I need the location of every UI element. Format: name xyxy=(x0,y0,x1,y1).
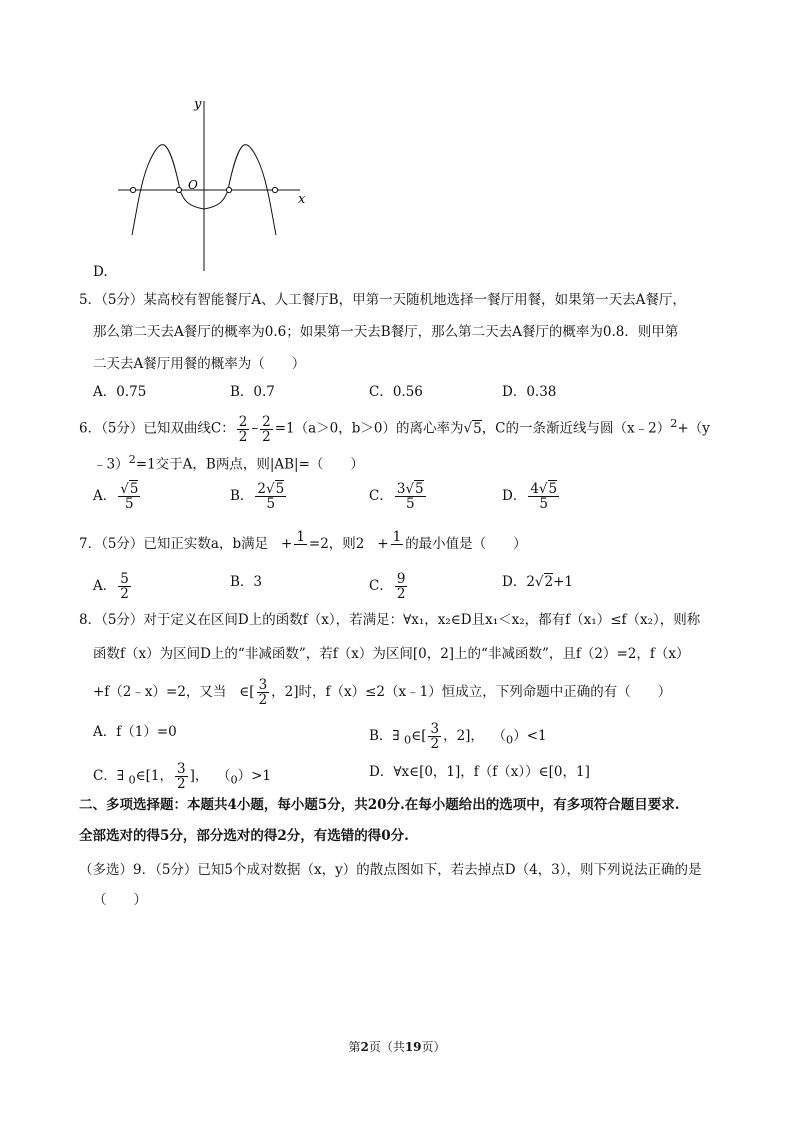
origin-label: O xyxy=(188,178,198,192)
q8-line3: +f（2﹣x）=2，又当 ∈[ $\frac{3}{2}$ ，2]时，f（x）≤2（x﹣1）恒成立，下列命题中正确的有（ ） xyxy=(93,677,672,708)
q5-line3: 二天去A餐厅用餐的概率为（ ） xyxy=(93,356,306,372)
section2-line2: 全部选对的得5分，部分选对的得2分，有选错的得0分. xyxy=(79,828,409,844)
q6-line2a: ﹣3） xyxy=(93,456,129,473)
function-graph xyxy=(112,95,312,275)
q8-option-a: A．f（1）=0 xyxy=(93,724,177,740)
q8-option-c: C．∃ $_0$∈[1， $\frac{3}{2}$ ]， $(_0)>1$ xyxy=(93,761,272,792)
q8-line2: 函数f（x）为区间D上的“非减函数”，若f（x）为区间[0，2]上的“非减函数”，且f（2）=2，f（x） xyxy=(93,646,690,662)
q7-option-b: B．3 xyxy=(230,574,263,590)
q6-sup2: 2 xyxy=(670,417,678,430)
graph-option-label: D. xyxy=(93,264,108,280)
q6-tail1: +（y xyxy=(677,420,710,437)
q6-eq-tail: =1（a＞0，b＞0）的离心率为 xyxy=(274,420,464,437)
q6-option-a: A． $\frac{√5}{5}$ xyxy=(93,481,139,512)
section2-line1: 二、多项选择题：本题共4小题，每小题5分，共20分.在每小题给出的选项中，有多项符合题目要求. xyxy=(79,797,680,813)
q8-option-b: B．∃ $_0$∈[ $\frac{3}{2}$ ，2]， $(_0)<1$ xyxy=(369,721,547,752)
q7-option-c: C． $\frac{9}{2}$ xyxy=(369,571,406,602)
x-intercept-3 xyxy=(226,187,231,192)
x-axis-label: x xyxy=(298,192,306,207)
q6-option-c: C． $\frac{3√5}{5}$ xyxy=(369,481,424,512)
q9-line1: （多选）9．（5分）已知5个成对数据（x，y）的散点图如下，若去掉点D（4，3），则下列说法正确的是 xyxy=(79,862,702,878)
q5-line2: 那么第二天去A餐厅的概率为0.6；如果第一天去B餐厅，那么第二天去A餐厅的概率为0.8．则甲第 xyxy=(93,324,679,340)
q5-option-b: B．0.7 xyxy=(230,384,275,400)
function-graph-svg xyxy=(112,95,312,275)
q6-sqrt5: 5 xyxy=(473,420,482,437)
page-footer: 第2页（共19页） xyxy=(348,1040,446,1054)
q5-option-a: A．0.75 xyxy=(93,384,147,400)
q8-option-d: D．∀x∈[0，1]，f（f（x））∈[0，1] xyxy=(369,764,590,780)
x-intercept-2 xyxy=(176,187,181,192)
y-axis-label: y xyxy=(194,97,202,112)
q5-option-d: D．0.38 xyxy=(502,384,557,400)
q6-prefix: 6．（5分）已知双曲线C： xyxy=(79,420,235,437)
q7-option-a: A． $\frac{5}{2}$ xyxy=(93,571,129,602)
q6-sup2b: 2 xyxy=(128,453,136,466)
q6-line1: 6．（5分）已知双曲线C： $\frac{2}{2}$ – $\frac{2}{2}$ =1（a＞0，b＞0）的离心率为√5，C的一条渐近线与圆（x﹣2）$^2$+（y xyxy=(79,413,710,445)
q7-option-d: D．2√2+1 xyxy=(502,574,574,590)
q7-line1: 7．（5分）已知正实数a，b满足 + 1 =2，则2 + 1 的最小值是（ ） xyxy=(79,529,527,552)
x-intercept-1 xyxy=(130,187,135,192)
q9-line2: （ ） xyxy=(93,892,147,908)
q6-line2b: =1交于A，B两点，则|AB|=（ ） xyxy=(135,456,364,473)
q6-option-d: D． $\frac{4√5}{5}$ xyxy=(502,481,558,512)
q5-option-c: C．0.56 xyxy=(369,384,423,400)
q6-frac1: $\frac{2}{2}$ xyxy=(238,413,248,445)
q5-line1: 5．（5分）某高校有智能餐厅A、人工餐厅B，甲第一天随机地选择一餐厅用餐，如果第一天去A餐厅， xyxy=(79,292,686,308)
q6-line2 xyxy=(93,450,364,475)
x-intercept-4 xyxy=(272,187,277,192)
q8-line1: 8．（5分）对于定义在区间D上的函数f（x），若满足：∀x₁，x₂∈D且x₁＜x₂，都有f（x₁）≤f（x₂），则称 xyxy=(79,612,701,628)
q6-frac2: $\frac{2}{2}$ xyxy=(262,413,271,445)
q6-option-b: B． $\frac{2√5}{5}$ xyxy=(230,481,285,512)
q6-mid: ，C的一条渐近线与圆（x﹣2） xyxy=(481,420,671,437)
